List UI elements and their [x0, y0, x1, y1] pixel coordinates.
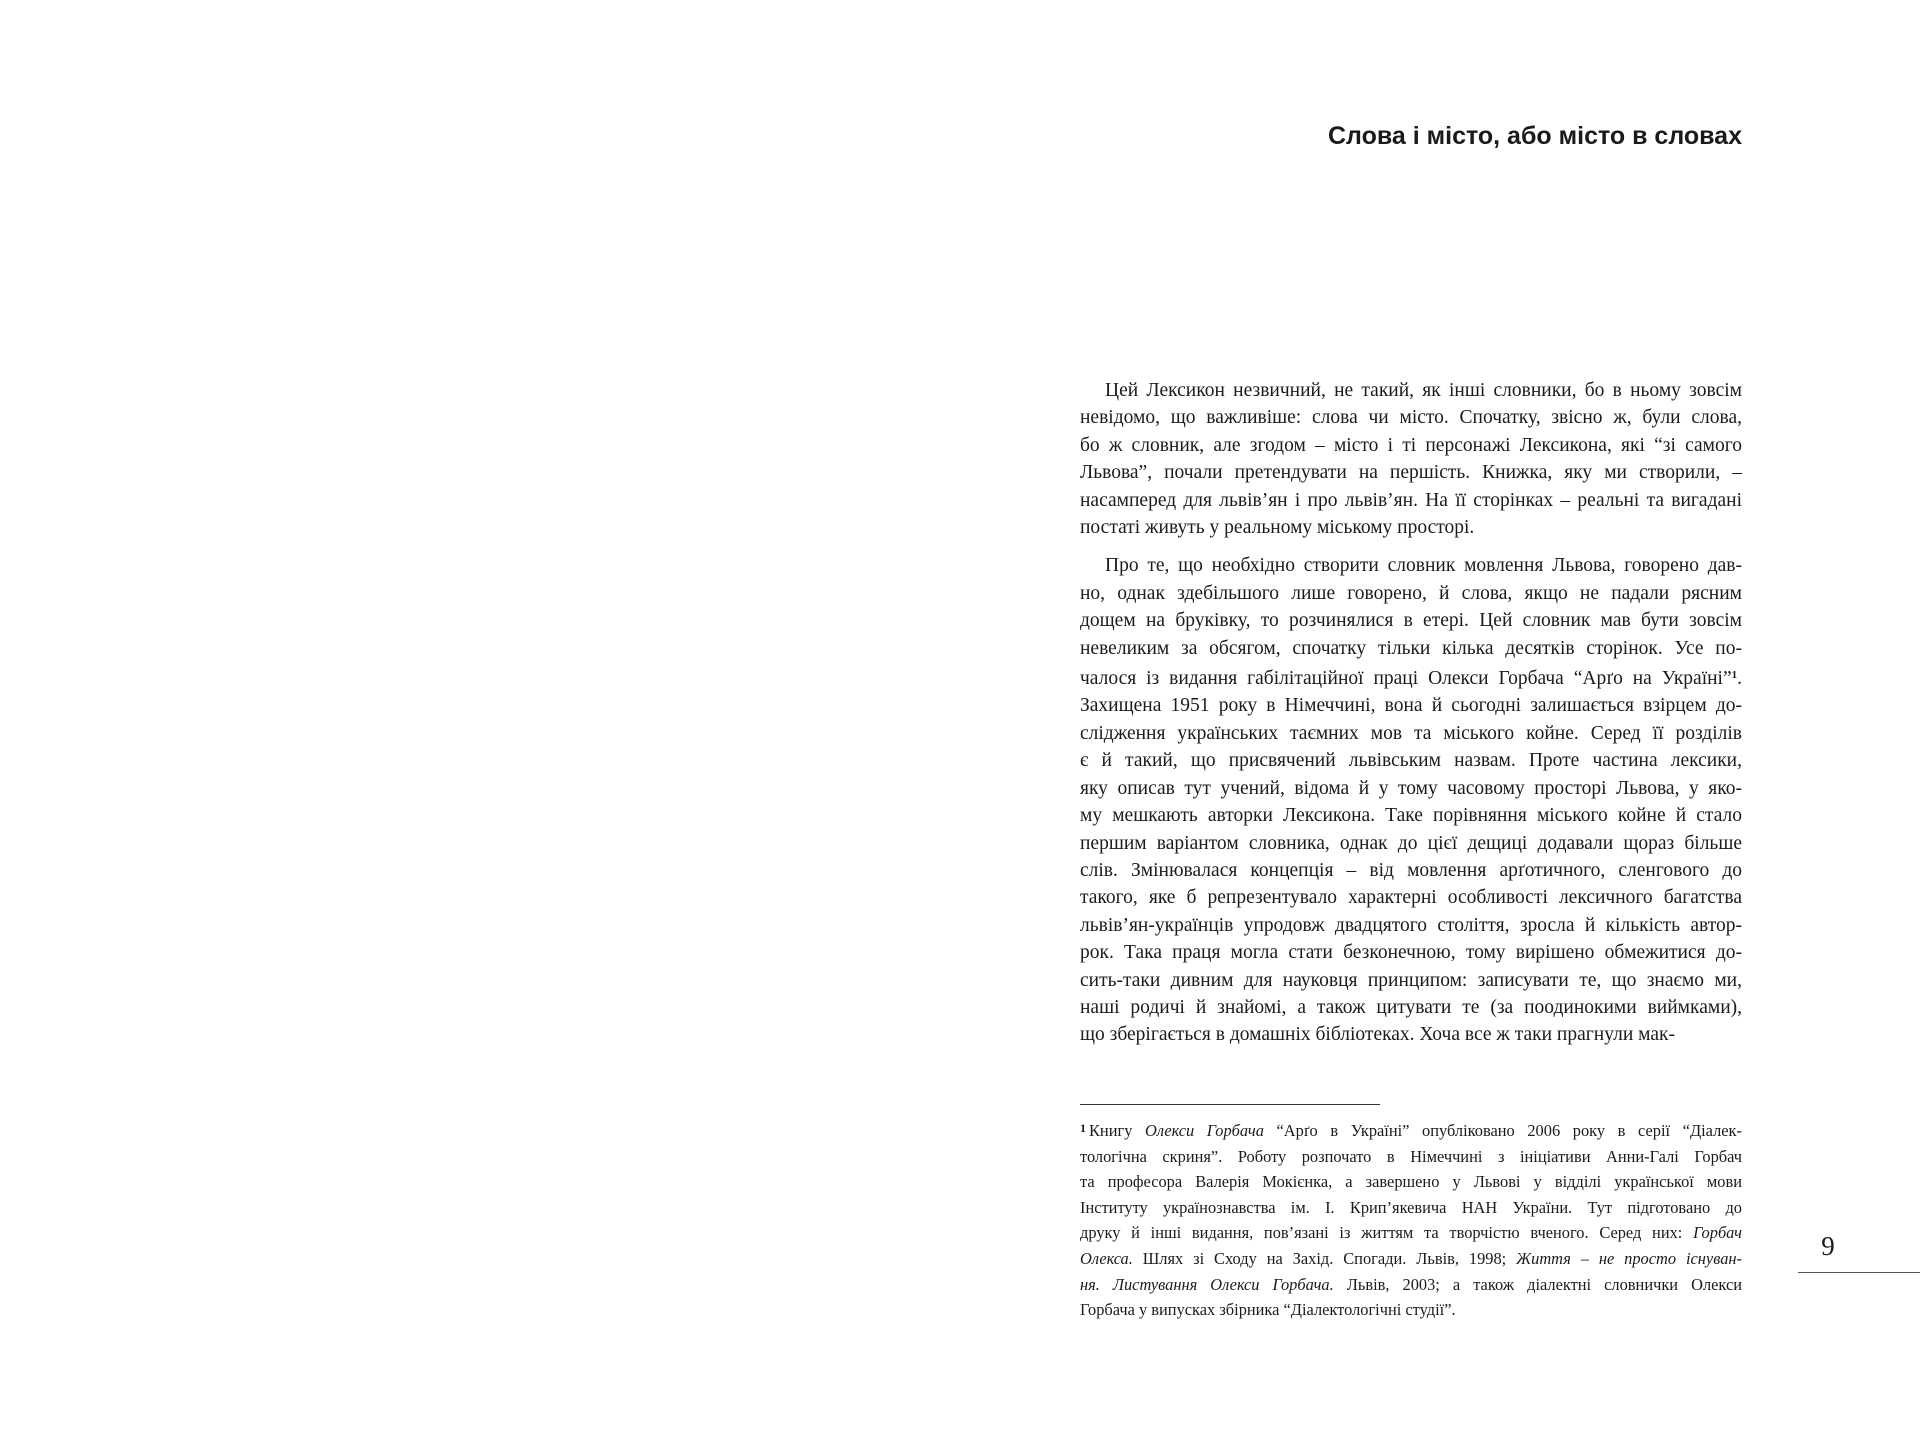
- footnote-text: Шлях зі Сходу на Захід. Спогади. Львів, 1998;: [1132, 1248, 1517, 1268]
- paragraph: [1080, 377, 1742, 541]
- text-line: львів’ян-українців упродовж двадцятого століття, зросла й кількість автор-: [1080, 914, 1742, 936]
- text-line: слів. Змінювалася концепція – від мовлення арґотичного, сленгового до: [1080, 859, 1742, 881]
- footnote-marker: 1: [1731, 669, 1738, 682]
- footnote: [1080, 1116, 1742, 1323]
- text-line: першим варіантом словника, однак до цієї дещиці додавали щораз більше: [1080, 832, 1742, 854]
- footnote-line: [1080, 1116, 1742, 1144]
- text-line: постаті живуть у реальному міському просторі.: [1080, 517, 1475, 539]
- text-line: насамперед для львів’ян і про львів’ян. На її сторінках – реальні та вигадані: [1080, 489, 1742, 511]
- footnote-line: [1080, 1195, 1742, 1221]
- text-line: невеликим за обсягом, спочатку тільки кілька десятків сторінок. Усе по-: [1080, 637, 1742, 659]
- text-line: що зберігається в домашніх бібліотеках. Хоча все ж таки прагнули мак-: [1080, 1024, 1675, 1046]
- footnote-line: [1080, 1169, 1742, 1195]
- text-line: сить-таки дивним для науковця принципом: записувати те, що знаємо ми,: [1080, 969, 1742, 991]
- footnote-text: та професора Валерія Мокієнка, а завершено у Львові у відділі української мови: [1080, 1172, 1742, 1192]
- body-text: [1080, 377, 1742, 1060]
- footnote-italic-text: Олекси Горбача: [1145, 1121, 1264, 1140]
- text-line: дощем на бруківку, то розчинялися в етері. Цей словник мав бути зовсім: [1080, 610, 1742, 632]
- footnote-text: Інституту українознавства ім. І. Крип’якевича НАН України. Тут підготовано до: [1080, 1197, 1742, 1217]
- footnote-italic-text: ня. Листування Олекси Горбача.: [1080, 1274, 1334, 1294]
- text-line: є й такий, що присвячений львівським назвам. Проте частина лексики,: [1080, 750, 1742, 772]
- text-line: такого, яке б репрезентувало характерні особливості лексичного багатства: [1080, 887, 1742, 909]
- text-line: рок. Така праця могла стати безконечною, тому вирішено обмежитися до-: [1080, 942, 1742, 964]
- footnote-number: 1: [1080, 1121, 1086, 1135]
- footnote-italic-text: Олекса.: [1080, 1248, 1133, 1268]
- text-line: наші родичі й знайомі, а також цитувати те (за поодинокими виймками),: [1080, 996, 1742, 1018]
- footnote-line: [1080, 1220, 1742, 1246]
- footnote-text: “Арґо в Україні” опубліковано 2006 року в серії “Діалек-: [1263, 1121, 1742, 1140]
- text-line: му мешкають авторки Лексикона. Таке порівняння міського койне й стало: [1080, 805, 1742, 827]
- text-line: слідження українських таємних мов та міського койне. Серед її розділів: [1080, 722, 1742, 744]
- text-line: невідомо, що важливіше: слова чи місто. Спочатку, звісно ж, були слова,: [1080, 407, 1742, 429]
- footnote-text: тологічна скриня”. Роботу розпочато в Німеччині з ініціативи Анни-Галі Горбач: [1080, 1146, 1742, 1166]
- text-line: Про те, що необхідно створити словник мовлення Львова, говорено дав-: [1105, 555, 1742, 577]
- footnote-line: [1080, 1144, 1742, 1170]
- page-title: Слова і місто, або місто в словах: [1327, 122, 1742, 150]
- page-number: 9: [1821, 1231, 1835, 1261]
- footnote-line: [1080, 1272, 1742, 1298]
- page-number-rule: [1798, 1272, 1920, 1273]
- text-line: Львова”, почали претендувати на першість. Книжка, яку ми створили, –: [1080, 462, 1742, 484]
- footnote-rule: [1080, 1104, 1380, 1105]
- text-line: яку описав тут учений, відома й у тому часовому просторі Львова, у яко-: [1080, 777, 1742, 799]
- footnote-italic-text: Життя – не просто існуван-: [1516, 1248, 1742, 1268]
- text-line: бо ж словник, але згодом – місто і ті персонажі Лексикона, які “зі самого: [1080, 434, 1742, 456]
- footnote-text: Книгу: [1089, 1121, 1145, 1140]
- footnote-line: [1080, 1246, 1742, 1272]
- footnote-text: Горбача у випусках збірника “Діалектологічні студії”.: [1080, 1300, 1456, 1320]
- footnote-text: Львів, 2003; а також діалектні словнички Олекси: [1333, 1274, 1742, 1294]
- paragraph: [1080, 552, 1742, 1048]
- text-line: Захищена 1951 року в Німеччині, вона й сьогодні залишається взірцем до-: [1080, 695, 1742, 717]
- footnote-line: [1080, 1297, 1742, 1323]
- text-line: но, однак здебільшого лише говорено, й слова, якщо не падали рясним: [1080, 582, 1742, 604]
- footnote-text: друку й інші видання, пов’язані із життям та творчістю вченого. Серед них:: [1080, 1223, 1694, 1243]
- footnote-italic-text: Горбач: [1693, 1223, 1742, 1243]
- text-line: чалося із видання габілітаційної праці Олекси Горбача “Арґо на Україні”$^1$.: [1080, 668, 1742, 690]
- text-line: Цей Лексикон незвичний, не такий, як інші словники, бо в ньому зовсім: [1105, 380, 1742, 401]
